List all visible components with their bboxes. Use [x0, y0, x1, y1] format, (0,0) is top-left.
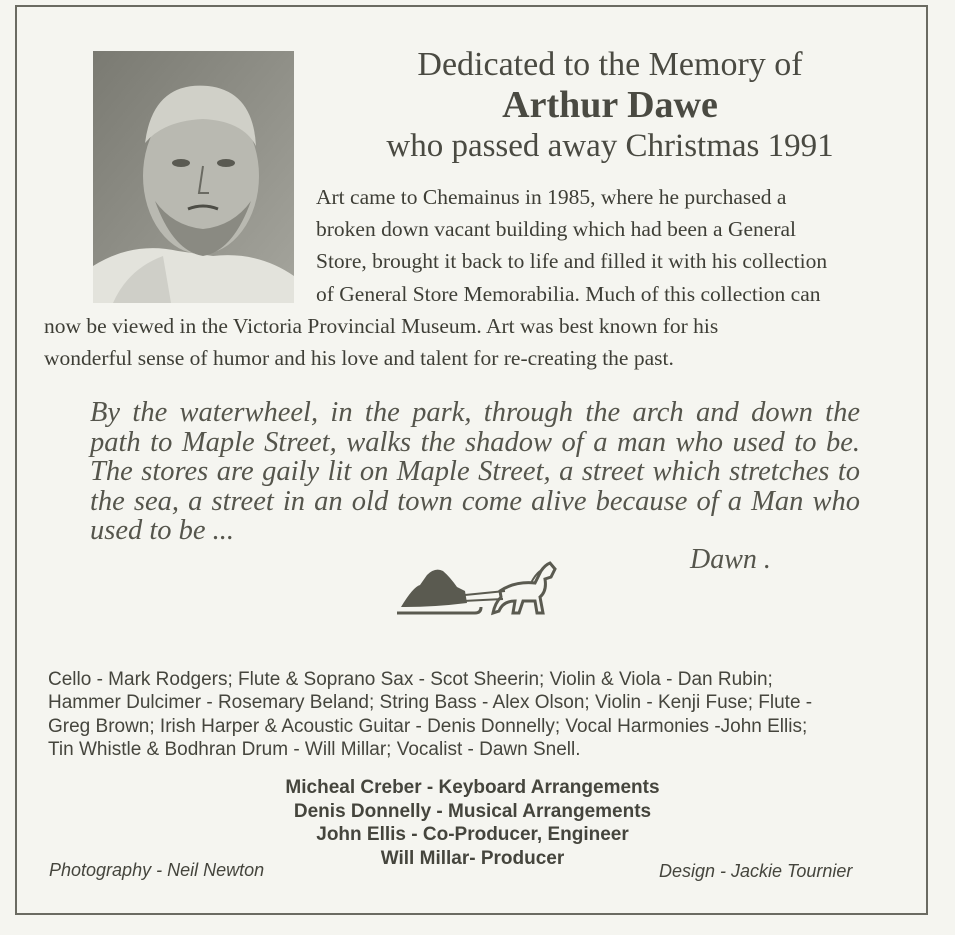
credit-line: Tin Whistle & Bodhran Drum - Will Millar; Vocalist - Dawn Snell.: [48, 738, 581, 760]
credit-line: Hammer Dulcimer - Rosemary Beland; String Bass - Alex Olson; Violin - Kenji Fuse; Flute -: [48, 692, 813, 714]
portrait-photo: [93, 51, 294, 303]
musician-credits: [48, 668, 898, 761]
bio-line: of General Store Memorabilia. Much of this collection can: [316, 282, 821, 306]
bio-line: Art came to Chemainus in 1985, where he purchased a: [316, 185, 787, 209]
dedication-heading: Dedicated to the Memory of: [417, 46, 803, 83]
bio-line: Store, brought it back to life and filled it with his collection: [316, 249, 828, 273]
dedication-subheading: who passed away Christmas 1991: [386, 128, 834, 164]
production-line: John Ellis - Co-Producer, Engineer: [316, 824, 629, 845]
poem-signature: Dawn .: [690, 544, 771, 575]
photography-credit: Photography - Neil Newton: [49, 860, 265, 880]
bio-line: broken down vacant building which had been a General: [316, 217, 797, 241]
production-line: Denis Donnelly - Musical Arrangements: [293, 800, 652, 822]
credit-line: Cello - Mark Rodgers; Flute & Soprano Sax - Scot Sheerin; Violin & Viola - Dan Rubin;: [48, 669, 773, 690]
production-line: Will Millar- Producer: [380, 847, 565, 869]
horse-drawn-sleigh-icon: [395, 557, 565, 619]
bio-line: now be viewed in the Victoria Provincial Museum. Art was best known for his: [44, 314, 719, 338]
credit-line: Greg Brown; Irish Harper & Acoustic Guitar - Denis Donnelly; Vocal Harmonies -John Ellis;: [48, 715, 808, 737]
bio-line: wonderful sense of humor and his love and talent for re-creating the past.: [44, 346, 674, 370]
production-credits: [200, 776, 745, 870]
design-credit: Design - Jackie Tournier: [659, 861, 853, 881]
poem-text: By the waterwheel, in the park, through the arch and down the path to Maple Street, walks the shadow of a man who used to be. The stores are gaily lit on Maple Street, a street which stretches to the sea, a street in an old town come alive because of a Man who used to be ...: [90, 397, 860, 546]
memorial-name: Arthur Dawe: [502, 84, 718, 126]
production-line: Micheal Creber - Keyboard Arrangements: [285, 777, 660, 798]
